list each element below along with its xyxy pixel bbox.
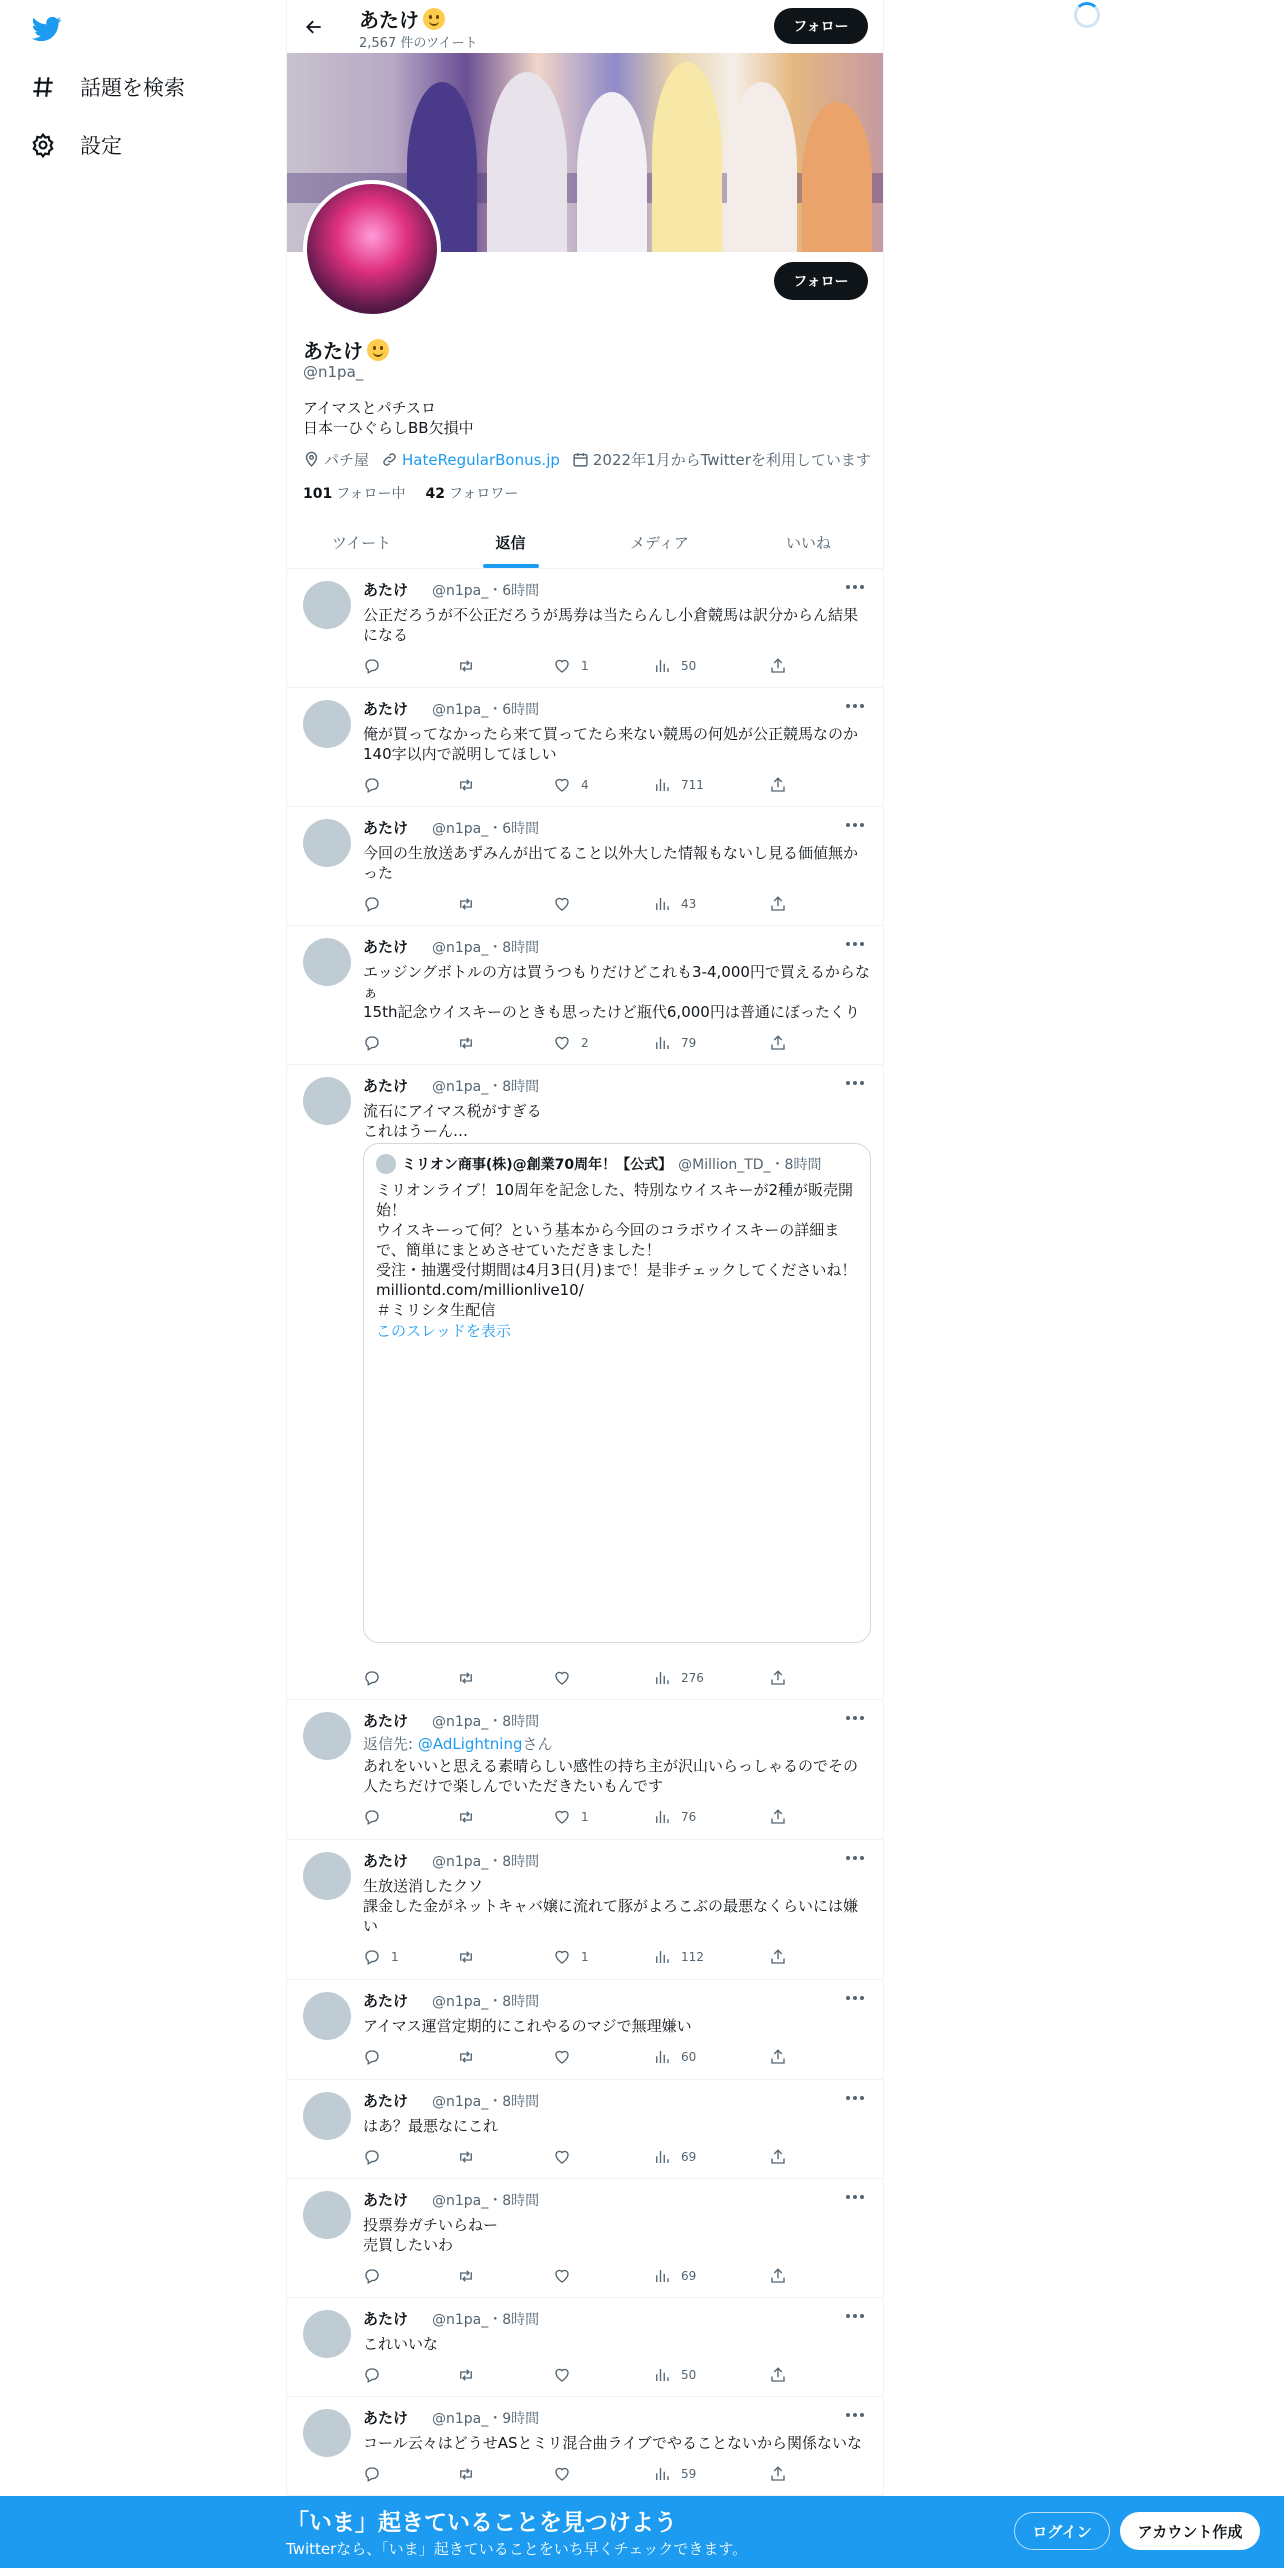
tweet[interactable] [287, 2179, 883, 2298]
tweet-handle-time[interactable]: @n1pa_・6時間 [432, 583, 540, 599]
heart-icon [553, 1808, 571, 1826]
followers-link[interactable] [426, 483, 519, 503]
hashtag-icon [30, 74, 56, 100]
quoted-tweet[interactable] [363, 1143, 871, 1643]
show-thread-link[interactable]: このスレッドを表示 [376, 1322, 511, 1340]
retweet-icon [457, 1669, 475, 1687]
like-button[interactable] [553, 2267, 581, 2285]
reply-button[interactable] [363, 1669, 391, 1687]
nav-settings[interactable] [30, 130, 122, 160]
profile-joined-text: 2022年1月からTwitterを利用しています [592, 451, 871, 469]
retweet-button[interactable] [457, 657, 475, 675]
reply-button[interactable] [363, 895, 391, 913]
tweet-avatar[interactable] [303, 1992, 351, 2040]
heart-icon [553, 1034, 571, 1052]
twitter-logo-icon[interactable] [30, 14, 64, 44]
reply-icon [363, 2366, 381, 2384]
tweet-header [363, 2407, 539, 2428]
view-count: 50 [681, 2368, 697, 2382]
more-options-icon[interactable] [843, 2308, 867, 2324]
reply-icon [363, 2148, 381, 2166]
tweet-text: コール云々はどうせASとミリ混合曲ライブでやることないから関係ないな [363, 2434, 863, 2452]
tweet-text: 今回の生放送あずみんが出てること以外大した情報もないし見る価値無かった [363, 844, 859, 882]
calendar-icon [572, 451, 589, 468]
tweet[interactable] [287, 569, 883, 688]
like-button[interactable] [553, 1808, 589, 1826]
like-button[interactable] [553, 776, 589, 794]
retweet-button[interactable] [457, 776, 475, 794]
following-count: 101 [303, 486, 333, 502]
views-chart-icon [653, 2366, 671, 2384]
profile-follow-stats [303, 483, 518, 503]
view-count: 76 [681, 1810, 697, 1824]
tweet-text: アイマス運営定期的にこれやるのマジで無理嫌い [363, 2017, 692, 2035]
share-button[interactable] [769, 2465, 787, 2483]
views-chart-icon [653, 895, 671, 913]
share-button[interactable] [769, 2267, 787, 2285]
reply-icon [363, 1034, 381, 1052]
retweet-icon [457, 776, 475, 794]
view-count: 50 [681, 659, 697, 673]
reply-icon [363, 657, 381, 675]
tweet-author-name[interactable]: あたけ [363, 1712, 409, 1730]
tab-likes[interactable]: いいね [785, 533, 831, 552]
tweet[interactable] [287, 2397, 883, 2496]
retweet-icon [457, 1948, 475, 1966]
reply-suffix: さん [522, 1735, 553, 1753]
share-icon [769, 2366, 787, 2384]
tweet-header [363, 2308, 539, 2329]
tweet-author-name[interactable]: あたけ [363, 2092, 409, 2110]
reply-button[interactable] [363, 2366, 391, 2384]
share-icon [769, 2048, 787, 2066]
more-options-icon[interactable] [843, 936, 867, 952]
like-button[interactable] [553, 1034, 589, 1052]
like-button[interactable] [553, 895, 581, 913]
more-options-icon[interactable] [843, 1850, 867, 1866]
share-icon [769, 2148, 787, 2166]
tweet-text: 生放送消したクソ 課金した金がネットキャバ嬢に流れて豚がよろこぶの最悪なくらいには嫌い [363, 1877, 859, 1935]
tweet-handle-time[interactable]: @n1pa_・8時間 [432, 2094, 540, 2110]
tweet[interactable] [287, 926, 883, 1065]
tweet-author-name[interactable]: あたけ [363, 700, 409, 718]
following-label: フォロー中 [336, 486, 406, 502]
retweet-button[interactable] [457, 2148, 475, 2166]
tweet-handle-time[interactable]: @n1pa_・8時間 [432, 940, 540, 956]
tweet-avatar[interactable] [303, 581, 351, 629]
retweet-button[interactable] [457, 2366, 475, 2384]
like-button[interactable] [553, 2465, 581, 2483]
views-chart-icon [653, 2148, 671, 2166]
retweet-icon [457, 1034, 475, 1052]
tweet-avatar[interactable] [303, 2310, 351, 2358]
profile-handle: @n1pa_ [303, 363, 364, 381]
tweet-actions [363, 2148, 803, 2168]
retweet-button[interactable] [457, 2048, 475, 2066]
retweet-icon [457, 2366, 475, 2384]
tweet-header [363, 1710, 539, 1731]
tweet[interactable] [287, 2298, 883, 2397]
views-chart-icon [653, 1948, 671, 1966]
tweet-author-name[interactable]: あたけ [363, 1992, 409, 2010]
tweet[interactable] [287, 807, 883, 926]
tweet-actions [363, 2048, 803, 2068]
signup-bottom-bar [0, 2496, 1284, 2568]
tweet-author-name[interactable]: あたけ [363, 938, 409, 956]
share-button[interactable] [769, 657, 787, 675]
like-button[interactable] [553, 2148, 581, 2166]
tweet-text: エッジングボトルの方は買うつもりだけどこれも3-4,000円で買えるからなぁ 15th記念ウイスキーのときも思ったけど瓶代6,000円は普通にぼったくり [363, 963, 870, 1021]
views-button[interactable] [653, 895, 696, 913]
more-options-icon[interactable] [843, 2189, 867, 2205]
like-button[interactable] [553, 1669, 581, 1687]
view-count: 79 [681, 1036, 697, 1050]
tweet-handle-time[interactable]: @n1pa_・8時間 [432, 1079, 540, 1095]
like-count: 1 [581, 1810, 589, 1824]
nav-explore[interactable] [30, 72, 185, 102]
quoted-tweet-header [376, 1154, 821, 1174]
profile-meta [303, 449, 871, 470]
reply-button[interactable] [363, 657, 391, 675]
retweet-icon [457, 2465, 475, 2483]
views-chart-icon [653, 657, 671, 675]
tweet-author-name[interactable]: あたけ [363, 2409, 409, 2427]
heart-icon [553, 1948, 571, 1966]
follow-button-header[interactable]: フォロー [774, 8, 868, 44]
tweet-handle-time[interactable]: @n1pa_・8時間 [432, 1854, 540, 1870]
retweet-button[interactable] [457, 1669, 475, 1687]
tweet-author-name[interactable]: あたけ [363, 2191, 409, 2209]
tweet-header [363, 2189, 539, 2210]
tweet-text: 流石にアイマス税がすぎる これはうーん… [363, 1102, 542, 1140]
heart-icon [553, 2048, 571, 2066]
views-button[interactable] [653, 776, 704, 794]
profile-location [303, 449, 369, 470]
header-name [359, 4, 445, 33]
reply-icon [363, 776, 381, 794]
view-count: 69 [681, 2269, 697, 2283]
view-count: 43 [681, 897, 697, 911]
followers-label: フォロワー [449, 486, 519, 502]
view-count: 711 [681, 778, 704, 792]
reply-button[interactable] [363, 1808, 391, 1826]
like-count: 2 [581, 1036, 589, 1050]
profile-avatar[interactable] [303, 180, 441, 318]
share-button[interactable] [769, 895, 787, 913]
heart-icon [553, 2465, 571, 2483]
more-options-icon[interactable] [843, 1990, 867, 2006]
views-button[interactable] [653, 657, 696, 675]
smiley-emoji-icon [367, 339, 389, 361]
views-button[interactable] [653, 2148, 696, 2166]
tweet-header [363, 2090, 539, 2111]
tweet-count: 2,567 件のツイート [359, 36, 478, 51]
share-icon [769, 2267, 787, 2285]
link-icon [381, 451, 398, 468]
login-button[interactable]: ログイン [1014, 2512, 1110, 2550]
profile-tabs [287, 516, 883, 569]
tweet-header [363, 1850, 539, 1871]
retweet-button[interactable] [457, 2465, 475, 2483]
like-count: 1 [581, 659, 589, 673]
profile-joined [572, 449, 871, 470]
heart-icon [553, 2366, 571, 2384]
tweet-header [363, 1075, 539, 1096]
tweet-actions [363, 1808, 803, 1828]
views-button[interactable] [653, 2366, 696, 2384]
smiley-emoji-icon [423, 8, 445, 30]
view-count: 59 [681, 2467, 697, 2481]
tweet-author-name[interactable]: あたけ [363, 819, 409, 837]
tweet-text: 俺が買ってなかったら来て買ってたら来ない競馬の何処が公正競馬なのか140字以内で説明してほしい [363, 725, 859, 763]
heart-icon [553, 776, 571, 794]
location-pin-icon [303, 451, 320, 468]
tweet-actions [363, 2267, 803, 2287]
heart-icon [553, 895, 571, 913]
views-chart-icon [653, 776, 671, 794]
tweet-text: 公正だろうが不公正だろうが馬券は当たらんし小倉競馬は訳分からん結果になる [363, 606, 859, 644]
tweet-actions [363, 776, 803, 796]
more-options-icon[interactable] [843, 2090, 867, 2106]
views-chart-icon [653, 2048, 671, 2066]
tweet-author-name[interactable]: あたけ [363, 581, 409, 599]
tweet[interactable] [287, 1840, 883, 1980]
views-chart-icon [653, 2267, 671, 2285]
share-icon [769, 1034, 787, 1052]
views-button[interactable] [653, 1948, 704, 1966]
like-button[interactable] [553, 657, 589, 675]
tweet-avatar[interactable] [303, 819, 351, 867]
retweet-button[interactable] [457, 1948, 475, 1966]
retweet-icon [457, 895, 475, 913]
nav-settings-label: 設定 [80, 134, 122, 158]
tweet-avatar[interactable] [303, 938, 351, 986]
tweet-avatar[interactable] [303, 2092, 351, 2140]
reply-button[interactable] [363, 2148, 391, 2166]
tweet-actions [363, 1034, 803, 1054]
heart-icon [553, 2267, 571, 2285]
profile-website[interactable] [381, 451, 560, 469]
share-button[interactable] [769, 1808, 787, 1826]
like-count: 4 [581, 778, 589, 792]
views-button[interactable] [653, 1034, 696, 1052]
follow-button[interactable]: フォロー [774, 262, 868, 300]
tab-media[interactable]: メディア [630, 533, 689, 552]
profile-name-text: あたけ [303, 339, 363, 363]
reply-icon [363, 2465, 381, 2483]
reply-count: 1 [391, 1950, 399, 1964]
tweet-handle-time[interactable]: @n1pa_・8時間 [432, 1714, 540, 1730]
retweet-button[interactable] [457, 2267, 475, 2285]
tweet-handle-time[interactable]: @n1pa_・8時間 [432, 2312, 540, 2328]
views-button[interactable] [653, 2465, 696, 2483]
views-chart-icon [653, 1669, 671, 1687]
reply-button[interactable] [363, 2465, 391, 2483]
like-button[interactable] [553, 1948, 589, 1966]
tweet-handle-time[interactable]: @n1pa_・9時間 [432, 2411, 540, 2427]
share-icon [769, 1948, 787, 1966]
reply-to-link[interactable]: @AdLightning [417, 1735, 523, 1753]
share-icon [769, 2465, 787, 2483]
header-name-text: あたけ [359, 8, 419, 32]
reply-icon [363, 895, 381, 913]
tweet-text: 投票券ガチいらねー 売買したいわ [363, 2216, 499, 2254]
tweet[interactable] [287, 2080, 883, 2179]
quoted-handle-time: @Million_TD_・8時間 [678, 1157, 822, 1173]
retweet-button[interactable] [457, 1808, 475, 1826]
views-chart-icon [653, 1034, 671, 1052]
tweet-avatar[interactable] [303, 1852, 351, 1900]
arrow-left-icon [304, 17, 324, 37]
views-button[interactable] [653, 1808, 696, 1826]
tweet[interactable] [287, 1980, 883, 2080]
views-button[interactable] [653, 1669, 704, 1687]
tweet-header [363, 698, 539, 719]
profile-bio: アイマスとパチスロ 日本一ひぐらしBB欠損中 [303, 399, 474, 437]
more-options-icon[interactable] [843, 817, 867, 833]
tweet-handle-time[interactable]: @n1pa_・6時間 [432, 702, 540, 718]
reply-context [363, 1733, 553, 1754]
views-chart-icon [653, 2465, 671, 2483]
following-link[interactable] [303, 483, 406, 503]
retweet-icon [457, 2267, 475, 2285]
share-icon [769, 1808, 787, 1826]
share-icon [769, 895, 787, 913]
bottom-bar-title: 「いま」起きていることを見つけよう [286, 2510, 677, 2536]
reply-button[interactable] [363, 1034, 391, 1052]
reply-button[interactable] [363, 776, 391, 794]
profile-website-link[interactable]: HateRegularBonus.jp [402, 450, 560, 469]
quoted-author-name: ミリオン商事(株)@創業70周年！【公式】 [402, 1157, 673, 1173]
reply-icon [363, 2048, 381, 2066]
quoted-avatar [376, 1154, 396, 1174]
view-count: 112 [681, 1950, 704, 1964]
tweet[interactable] [287, 688, 883, 807]
reply-icon [363, 2267, 381, 2285]
tweet-header [363, 817, 539, 838]
tweet-text: これいいな [363, 2335, 439, 2353]
bottom-bar-subtitle: Twitterなら、「いま」起きていることをいち早くチェックできます。 [286, 2540, 748, 2558]
view-count: 60 [681, 2050, 697, 2064]
heart-icon [553, 2148, 571, 2166]
retweet-button[interactable] [457, 895, 475, 913]
more-options-icon[interactable] [843, 1710, 867, 1726]
more-options-icon[interactable] [843, 698, 867, 714]
tweet-avatar[interactable] [303, 700, 351, 748]
views-button[interactable] [653, 2267, 696, 2285]
tweet-handle-time[interactable]: @n1pa_・8時間 [432, 1994, 540, 2010]
tweet-handle-time[interactable]: @n1pa_・6時間 [432, 821, 540, 837]
tweet-actions [363, 1948, 803, 1968]
view-count: 276 [681, 1671, 704, 1685]
tab-tweets[interactable]: ツイート [331, 533, 392, 552]
tweet-actions [363, 2366, 803, 2386]
view-count: 69 [681, 2150, 697, 2164]
nav-explore-label: 話題を検索 [80, 76, 185, 100]
tweet-handle-time[interactable]: @n1pa_・8時間 [432, 2193, 540, 2209]
tweet-text: あれをいいと思える素晴らしい感性の持ち主が沢山いらっしゃるのでその人たちだけで楽しんでいただきたいもんです [363, 1757, 859, 1795]
reply-button[interactable] [363, 2048, 391, 2066]
share-icon [769, 776, 787, 794]
profile-header-bar [287, 0, 883, 53]
tweet-header [363, 579, 539, 600]
gear-icon [30, 132, 56, 158]
tweet-header [363, 936, 539, 957]
loading-spinner-icon [1074, 2, 1100, 28]
tweet-avatar[interactable] [303, 2191, 351, 2239]
like-count: 1 [581, 1950, 589, 1964]
retweet-icon [457, 2048, 475, 2066]
reply-icon [363, 1808, 381, 1826]
tweet-header [363, 1990, 539, 2011]
share-button[interactable] [769, 2148, 787, 2166]
like-button[interactable] [553, 2366, 581, 2384]
profile-location-text: パチ屋 [324, 451, 370, 469]
more-options-icon[interactable] [843, 1075, 867, 1091]
tweet-author-name[interactable]: あたけ [363, 1077, 409, 1095]
reply-icon [363, 1669, 381, 1687]
share-icon [769, 657, 787, 675]
tweet[interactable] [287, 1065, 883, 1700]
reply-button[interactable] [363, 1948, 399, 1966]
views-chart-icon [653, 1808, 671, 1826]
more-options-icon[interactable] [843, 579, 867, 595]
tweet-avatar[interactable] [303, 1077, 351, 1125]
back-button[interactable] [299, 12, 329, 42]
tweet-avatar[interactable] [303, 2409, 351, 2457]
share-button[interactable] [769, 1034, 787, 1052]
share-button[interactable] [769, 1948, 787, 1966]
retweet-icon [457, 1808, 475, 1826]
heart-icon [553, 657, 571, 675]
tweet[interactable] [287, 1700, 883, 1840]
tab-replies[interactable]: 返信 [436, 516, 585, 568]
heart-icon [553, 1669, 571, 1687]
followers-count: 42 [425, 486, 446, 502]
profile-name [303, 335, 389, 364]
share-button[interactable] [769, 776, 787, 794]
reply-icon [363, 1948, 381, 1966]
share-button[interactable] [769, 2366, 787, 2384]
signup-button[interactable]: アカウント作成 [1120, 2512, 1260, 2550]
tweet-text: はあ？最悪なにこれ [363, 2117, 499, 2135]
tweet-actions [363, 2465, 803, 2485]
views-button[interactable] [653, 2048, 696, 2066]
reply-button[interactable] [363, 2267, 391, 2285]
share-button[interactable] [769, 1669, 787, 1687]
tweet-author-name[interactable]: あたけ [363, 2310, 409, 2328]
tweet-actions [363, 1669, 803, 1689]
main-column [286, 0, 884, 2568]
retweet-icon [457, 657, 475, 675]
more-options-icon[interactable] [843, 2407, 867, 2423]
quoted-tweet-text: ミリオンライブ！10周年を記念した、特別なウイスキーが2種が販売開始！ ウイスキーって何？という基本から今回のコラボウイスキーの詳細まで、簡単にまとめさせていただきました！ 受注・抽選受付期間は4月3日(月)まで！是非チェックしてくださいね！ milliontd.com/millionlive10/ ＃ミリシタ生配信 [376, 1181, 857, 1319]
share-icon [769, 1669, 787, 1687]
tweet-author-name[interactable]: あたけ [363, 1852, 409, 1870]
reply-prefix: 返信先: [363, 1735, 418, 1753]
retweet-icon [457, 2148, 475, 2166]
tweet-actions [363, 657, 803, 677]
like-button[interactable] [553, 2048, 581, 2066]
tweet-actions [363, 895, 803, 915]
share-button[interactable] [769, 2048, 787, 2066]
tweet-avatar[interactable] [303, 1712, 351, 1760]
retweet-button[interactable] [457, 1034, 475, 1052]
